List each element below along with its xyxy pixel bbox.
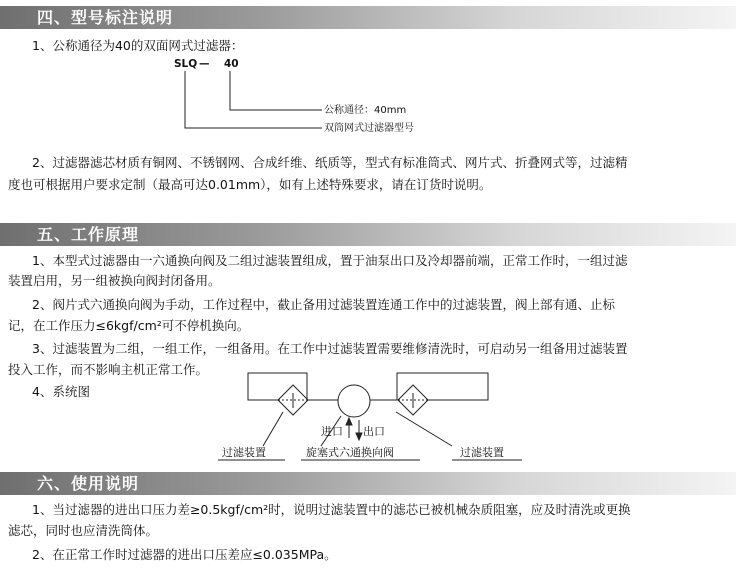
outlet-label: 出口 (363, 425, 385, 438)
section6-p2: 2、在正常工作时过滤器的进出口压差应≤0.035MPa。 (32, 547, 337, 562)
section5-p3-line2: 投入工作，而不影响主机正常工作。 (8, 362, 209, 377)
filter-right-label: 过滤装置 (460, 446, 504, 459)
section4-title: 四、型号标注说明 (37, 8, 174, 27)
model-dash: — (199, 58, 210, 70)
valve-label: 旋塞式六通换向阀 (306, 446, 394, 459)
label-filter-type: 双筒网式过滤器型号 (324, 123, 414, 134)
section4-item2-line1: 2、过滤器滤芯材质有铜网、不锈钢网、合成纤维、纸质等，型式有标准筒式、网片式、折叠网式等，过滤精 (32, 155, 628, 170)
section5-title: 五、工作原理 (37, 225, 140, 244)
section5-p3-line1: 3、过滤装置为二组，一组工作，一组备用。在工作中过滤装置需要维修清洗时，可启动另一组备用过滤装置 (32, 341, 628, 356)
section6-header-bar (0, 472, 736, 495)
inlet-label: 进口 (321, 425, 343, 438)
section6-title: 六、使用说明 (37, 474, 140, 493)
section5-p1-line1: 1、本型式过滤器由一六通换向阀及二组过滤装置组成，置于油泵出口及冷却器前端，正常工作时，一组过滤 (32, 253, 628, 268)
model-prefix: SLQ (174, 58, 198, 70)
filter-left-label: 过滤装置 (222, 446, 266, 459)
section5-p4: 4、系统图 (32, 384, 90, 399)
section6-p1-line1: 1、当过滤器的进出口压力差≥0.5kgf/cm²时，说明过滤装置中的滤芯已被机械杂质阻塞，应及时清洗或更换 (32, 502, 631, 517)
label-nominal-size: 公称通径：40mm (324, 105, 407, 116)
section6-p1-line2: 滤芯，同时也应清洗筒体。 (8, 523, 159, 538)
model-size: 40 (224, 58, 239, 70)
section4-item2-line2: 度也可根据用户要求定制（最高可达0.01mm），如有上述特殊要求，请在订货时说明。 (8, 177, 492, 192)
section5-p2-line2: 记，在工作压力≤6kgf/cm²可不停机换向。 (8, 318, 250, 333)
section5-p1-line2: 装置启用，另一组被换向阀封闭备用。 (8, 273, 221, 288)
section4-item1: 1、公称通径为40的双面网式过滤器： (32, 38, 244, 53)
section5-p2-line1: 2、阀片式六通换向阀为手动，工作过程中，截止备用过滤装置连通工作中的过滤装置，阀上部有通、止标 (32, 297, 615, 312)
